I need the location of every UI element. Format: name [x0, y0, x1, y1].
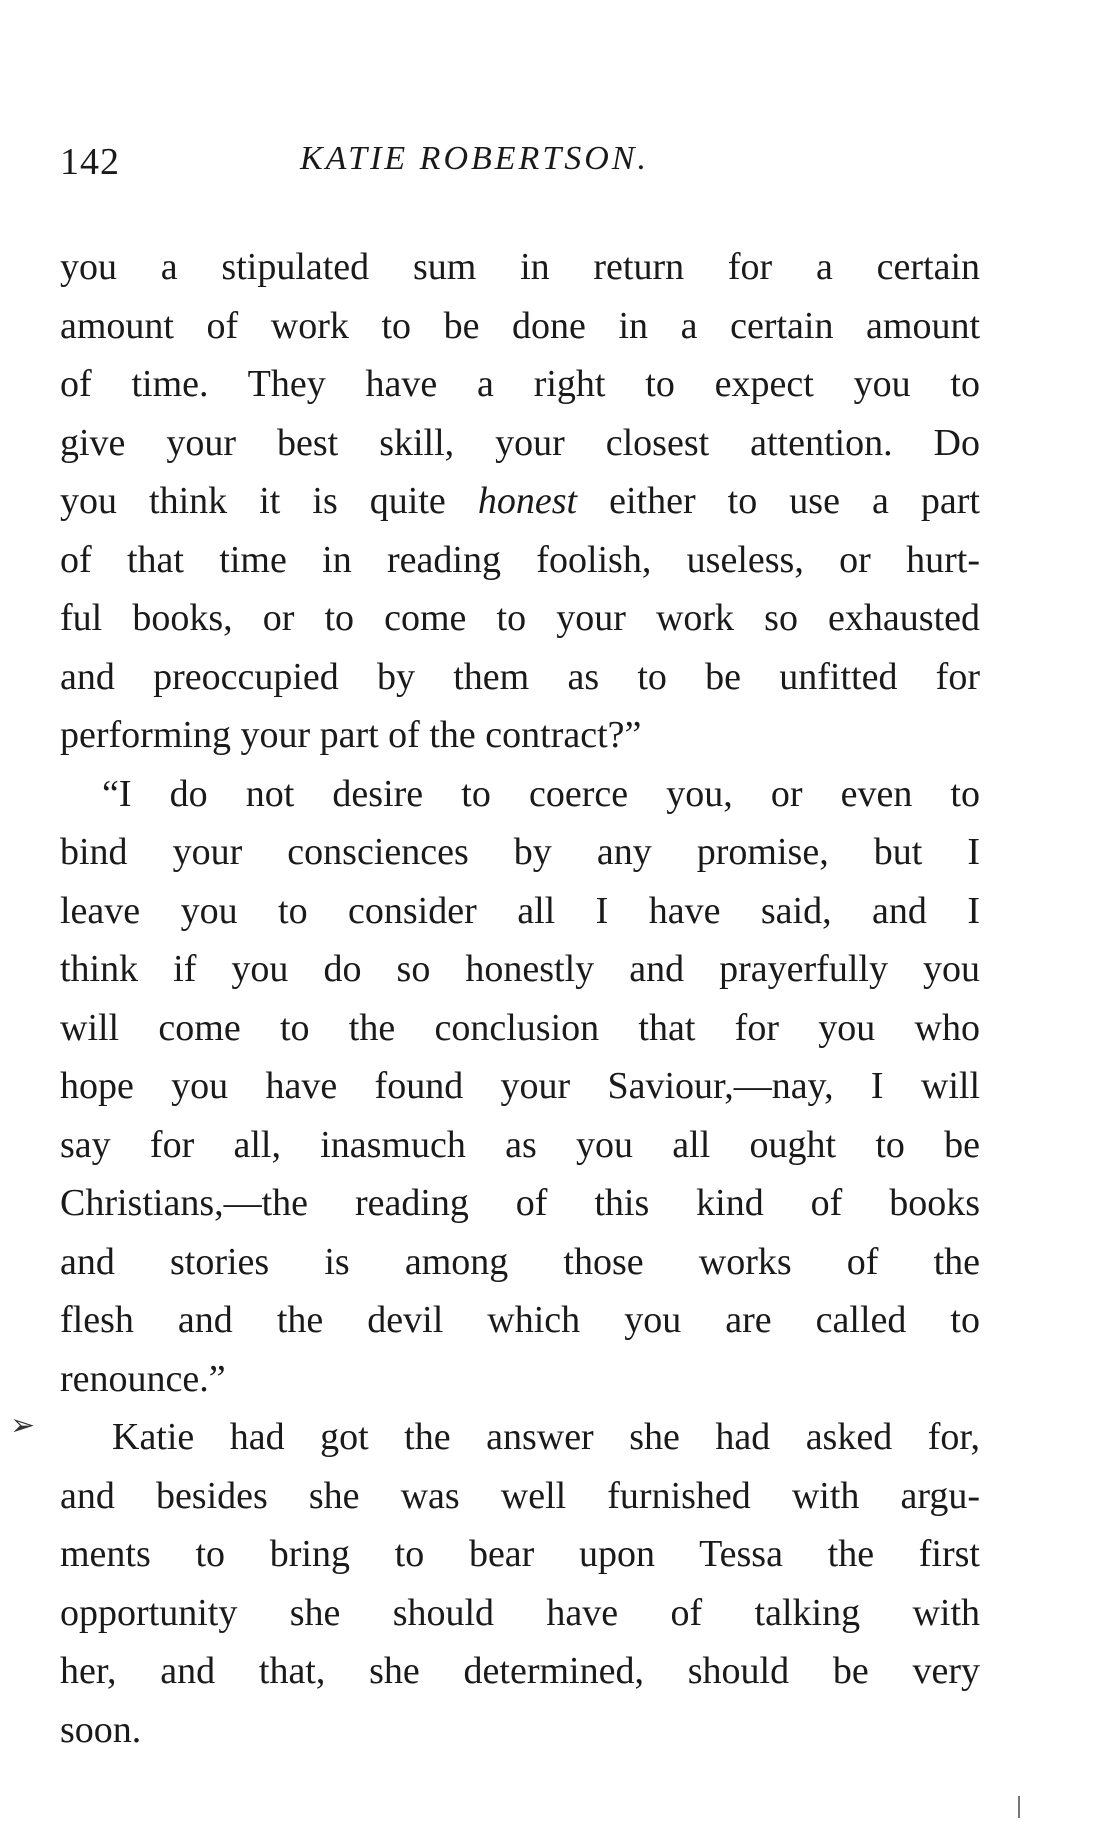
- text-line: flesh and the devil which you are called to: [60, 1299, 980, 1341]
- text-line: leave you to consider all I have said, and I: [60, 889, 980, 932]
- running-title: KATIE ROBERTSON.: [300, 140, 649, 177]
- emphasized-word: honest: [477, 480, 578, 522]
- text-line: soon.: [60, 1708, 142, 1751]
- text-line: renounce.”: [60, 1357, 226, 1400]
- running-head: [60, 140, 980, 190]
- page-number: 142: [60, 141, 120, 183]
- paragraph-2: [60, 765, 980, 1409]
- text-line: say for all, inasmuch as you all ought to be: [60, 1123, 980, 1166]
- page-edge-mark: [1018, 1796, 1020, 1818]
- text-line: her, and that, she determined, should be very: [60, 1650, 980, 1692]
- text-line: Christians,—the reading of this kind of books: [60, 1182, 980, 1224]
- text-line: you a stipulated sum in return for a certain: [60, 246, 980, 288]
- text-line: ments to bring to bear upon Tessa the first: [60, 1533, 980, 1575]
- text-line: will come to the conclusion that for you who: [60, 1006, 980, 1049]
- margin-arrow-icon: ➢: [10, 1409, 36, 1442]
- paragraph-1: [60, 238, 980, 765]
- text-line: of time. They have a right to expect you to: [60, 363, 980, 405]
- text-line-with-emphasis: you think it is quite honest either to use a part: [60, 480, 980, 522]
- text-line: amount of work to be done in a certain amount: [60, 304, 980, 347]
- text-line: hope you have found your Saviour,—nay, I will: [60, 1065, 980, 1107]
- text-line: and stories is among those works of the: [60, 1240, 980, 1283]
- text-line: of that time in reading foolish, useless, or hurt-: [60, 538, 980, 581]
- paragraph-3: [60, 1408, 980, 1759]
- text-line: give your best skill, your closest attention. Do: [60, 421, 980, 464]
- text-line: bind your consciences by any promise, but I: [60, 831, 980, 873]
- text-line: and besides she was well furnished with argu-: [60, 1474, 980, 1517]
- text-line: Katie had got the answer she had asked for,: [112, 1416, 980, 1458]
- text-line: think if you do so honestly and prayerfully you: [60, 948, 980, 990]
- text-line: ful books, or to come to your work so exhausted: [60, 597, 980, 639]
- text-line: and preoccupied by them as to be unfitted for: [60, 655, 980, 698]
- text-line: performing your part of the contract?”: [60, 714, 642, 756]
- text-line: opportunity she should have of talking with: [60, 1591, 980, 1634]
- body-text: [60, 238, 980, 1759]
- text-line: “I do not desire to coerce you, or even to: [102, 772, 980, 815]
